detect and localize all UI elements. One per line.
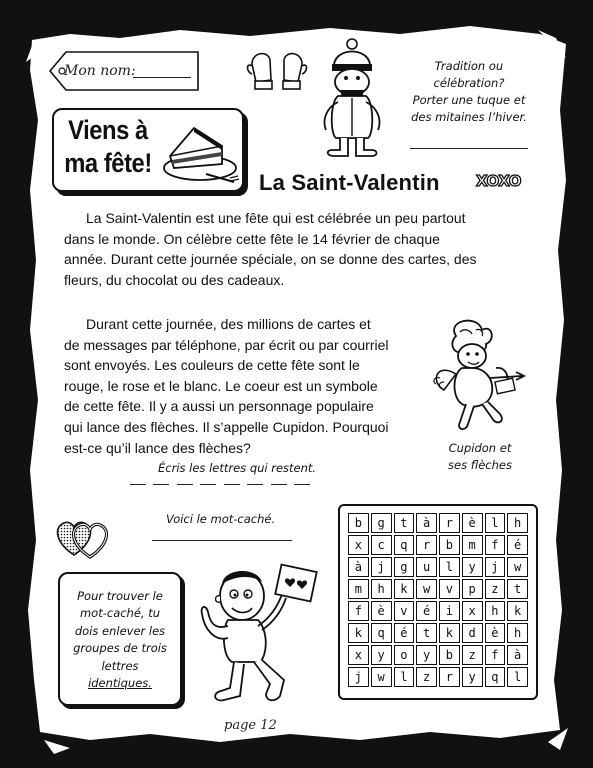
grid-row bbox=[348, 623, 528, 643]
word-search-table bbox=[346, 511, 530, 689]
cupid-caption bbox=[430, 440, 530, 474]
cupid-icon bbox=[426, 318, 530, 436]
grid-cell[interactable]: x bbox=[348, 535, 369, 555]
rule-line-2: mot-caché, tu bbox=[79, 606, 161, 621]
answer-blank[interactable] bbox=[247, 484, 263, 485]
grid-cell[interactable]: r bbox=[439, 513, 460, 533]
grid-row bbox=[348, 645, 528, 665]
cake-slice-icon bbox=[160, 116, 240, 186]
grid-row bbox=[348, 557, 528, 577]
rule-line-3: dois enlever les bbox=[74, 623, 166, 638]
grid-cell[interactable]: v bbox=[394, 601, 415, 621]
grid-cell[interactable]: é bbox=[416, 601, 437, 621]
grid-cell[interactable]: f bbox=[485, 645, 506, 665]
grid-cell[interactable]: h bbox=[485, 601, 506, 621]
grid-cell[interactable]: k bbox=[439, 623, 460, 643]
grid-cell[interactable]: j bbox=[348, 667, 369, 687]
grid-cell[interactable]: i bbox=[439, 601, 460, 621]
grid-cell[interactable]: m bbox=[348, 579, 369, 599]
cupid-line-6: qui lance des flèches. Il s’appelle Cupidon. Pourquoi bbox=[64, 418, 389, 435]
grid-cell[interactable]: è bbox=[462, 513, 483, 533]
rule-line-6: identiques. bbox=[88, 676, 152, 691]
grid-cell[interactable]: è bbox=[371, 601, 392, 621]
grid-cell[interactable]: j bbox=[371, 557, 392, 577]
grid-row bbox=[348, 601, 528, 621]
tradition-answer-line[interactable] bbox=[410, 148, 528, 149]
answer-blank[interactable] bbox=[200, 484, 216, 485]
write-letters-instruction: Écris les lettres qui restent. bbox=[158, 461, 317, 475]
intro-line-3: année. Durant cette journée spéciale, on se donne des cartes, des bbox=[64, 251, 477, 268]
grid-cell[interactable]: k bbox=[507, 601, 528, 621]
grid-cell[interactable]: q bbox=[485, 667, 506, 687]
cupid-paragraph bbox=[64, 314, 402, 458]
grid-cell[interactable]: q bbox=[371, 623, 392, 643]
grid-cell[interactable]: c bbox=[371, 535, 392, 555]
winter-child-icon bbox=[312, 38, 392, 158]
grid-cell[interactable]: m bbox=[462, 535, 483, 555]
mittens-icon bbox=[246, 46, 310, 98]
hidden-word-answer-line[interactable] bbox=[152, 540, 292, 541]
grid-cell[interactable]: y bbox=[462, 667, 483, 687]
page-title: La Saint-Valentin bbox=[259, 170, 440, 195]
grid-cell[interactable]: è bbox=[485, 623, 506, 643]
tradition-line-4: des mitaines l’hiver. bbox=[411, 110, 527, 124]
grid-cell[interactable]: z bbox=[462, 645, 483, 665]
grid-cell[interactable]: z bbox=[485, 579, 506, 599]
answer-blank[interactable] bbox=[153, 484, 169, 485]
grid-cell[interactable]: r bbox=[439, 667, 460, 687]
tradition-line-2: célébration? bbox=[433, 76, 505, 90]
name-input-line[interactable] bbox=[133, 77, 191, 78]
grid-cell[interactable]: h bbox=[507, 623, 528, 643]
rule-line-4: groupes de trois bbox=[73, 641, 167, 656]
grid-cell[interactable]: l bbox=[394, 667, 415, 687]
boy-with-card-icon bbox=[198, 556, 330, 706]
series-title bbox=[64, 114, 152, 180]
answer-blank[interactable] bbox=[224, 484, 240, 485]
cupid-caption-line-1: Cupidon et bbox=[448, 441, 512, 455]
grid-cell[interactable]: g bbox=[371, 513, 392, 533]
hidden-word-instruction: Voici le mot-caché. bbox=[166, 512, 276, 526]
grid-cell[interactable]: l bbox=[439, 557, 460, 577]
series-title-line-1: Viens à bbox=[68, 115, 148, 145]
hearts-icon bbox=[54, 515, 110, 561]
intro-line-4: fleurs, du chocolat ou des cadeaux. bbox=[64, 271, 285, 288]
grid-cell[interactable]: w bbox=[416, 579, 437, 599]
grid-cell[interactable]: r bbox=[416, 535, 437, 555]
grid-cell[interactable]: y bbox=[416, 645, 437, 665]
word-search-grid bbox=[338, 504, 538, 700]
grid-cell[interactable]: x bbox=[462, 601, 483, 621]
rule-line-1: Pour trouver le bbox=[77, 589, 163, 603]
grid-cell[interactable]: w bbox=[507, 557, 528, 577]
tradition-line-1: Tradition ou bbox=[434, 59, 504, 73]
grid-cell[interactable]: b bbox=[439, 535, 460, 555]
grid-cell[interactable]: p bbox=[462, 579, 483, 599]
grid-cell[interactable]: f bbox=[485, 535, 506, 555]
grid-cell[interactable]: t bbox=[416, 623, 437, 643]
intro-paragraph bbox=[64, 208, 536, 290]
grid-cell[interactable]: t bbox=[507, 579, 528, 599]
grid-cell[interactable]: b bbox=[439, 645, 460, 665]
cupid-line-3: sont envoyés. Les couleurs de cette fête sont le bbox=[64, 357, 360, 374]
grid-cell[interactable]: z bbox=[416, 667, 437, 687]
grid-cell[interactable]: w bbox=[371, 667, 392, 687]
page-number: page 12 bbox=[224, 718, 277, 733]
grid-cell[interactable]: y bbox=[371, 645, 392, 665]
grid-cell[interactable]: b bbox=[348, 513, 369, 533]
grid-cell[interactable]: x bbox=[348, 645, 369, 665]
answer-blanks bbox=[130, 484, 310, 485]
name-label: Mon nom: bbox=[64, 63, 136, 79]
grid-cell[interactable]: h bbox=[507, 513, 528, 533]
answer-blank[interactable] bbox=[271, 484, 287, 485]
grid-cell[interactable]: u bbox=[416, 557, 437, 577]
rule-text bbox=[62, 588, 178, 692]
cupid-caption-line-2: ses flèches bbox=[448, 458, 512, 472]
grid-cell[interactable]: y bbox=[462, 557, 483, 577]
grid-cell[interactable]: t bbox=[394, 513, 415, 533]
grid-row bbox=[348, 513, 528, 533]
grid-cell[interactable]: j bbox=[485, 557, 506, 577]
grid-cell[interactable]: l bbox=[485, 513, 506, 533]
grid-cell[interactable]: v bbox=[439, 579, 460, 599]
grid-cell[interactable]: f bbox=[348, 601, 369, 621]
rule-line-5: lettres bbox=[101, 658, 139, 673]
answer-blank[interactable] bbox=[130, 484, 146, 485]
grid-row bbox=[348, 667, 528, 687]
cupid-line-5: de cette fête. Il y a aussi un personnage populaire bbox=[64, 398, 374, 415]
answer-blank[interactable] bbox=[294, 484, 310, 485]
tradition-line-3: Porter une tuque et bbox=[412, 93, 526, 107]
cupid-line-2: de messages par téléphone, par écrit ou par courriel bbox=[64, 336, 389, 353]
grid-cell[interactable]: o bbox=[394, 645, 415, 665]
cupid-line-4: rouge, le rose et le blanc. Le coeur est un symbole bbox=[64, 377, 378, 394]
grid-cell[interactable]: à bbox=[348, 557, 369, 577]
grid-cell[interactable]: h bbox=[371, 579, 392, 599]
grid-cell[interactable]: l bbox=[507, 667, 528, 687]
grid-cell[interactable]: d bbox=[462, 623, 483, 643]
grid-row bbox=[348, 535, 528, 555]
intro-line-2: dans le monde. On célèbre cette fête le 14 février de chaque bbox=[64, 230, 440, 247]
grid-cell[interactable]: é bbox=[394, 623, 415, 643]
cupid-line-1: Durant cette journée, des millions de cartes et bbox=[86, 316, 371, 332]
grid-cell[interactable]: à bbox=[507, 645, 528, 665]
grid-cell[interactable]: k bbox=[348, 623, 369, 643]
grid-cell[interactable]: g bbox=[394, 557, 415, 577]
grid-row bbox=[348, 579, 528, 599]
xoxo-decoration: XOXO bbox=[476, 172, 522, 190]
grid-cell[interactable]: q bbox=[394, 535, 415, 555]
answer-blank[interactable] bbox=[177, 484, 193, 485]
grid-cell[interactable]: é bbox=[507, 535, 528, 555]
series-title-line-2: ma fête! bbox=[64, 148, 152, 178]
grid-cell[interactable]: à bbox=[416, 513, 437, 533]
grid-cell[interactable]: k bbox=[394, 579, 415, 599]
intro-line-1: La Saint-Valentin est une fête qui est célébrée un peu partout bbox=[86, 210, 466, 226]
cupid-line-7: est-ce qu’il lance des flèches? bbox=[64, 439, 251, 456]
tradition-question bbox=[404, 58, 534, 126]
